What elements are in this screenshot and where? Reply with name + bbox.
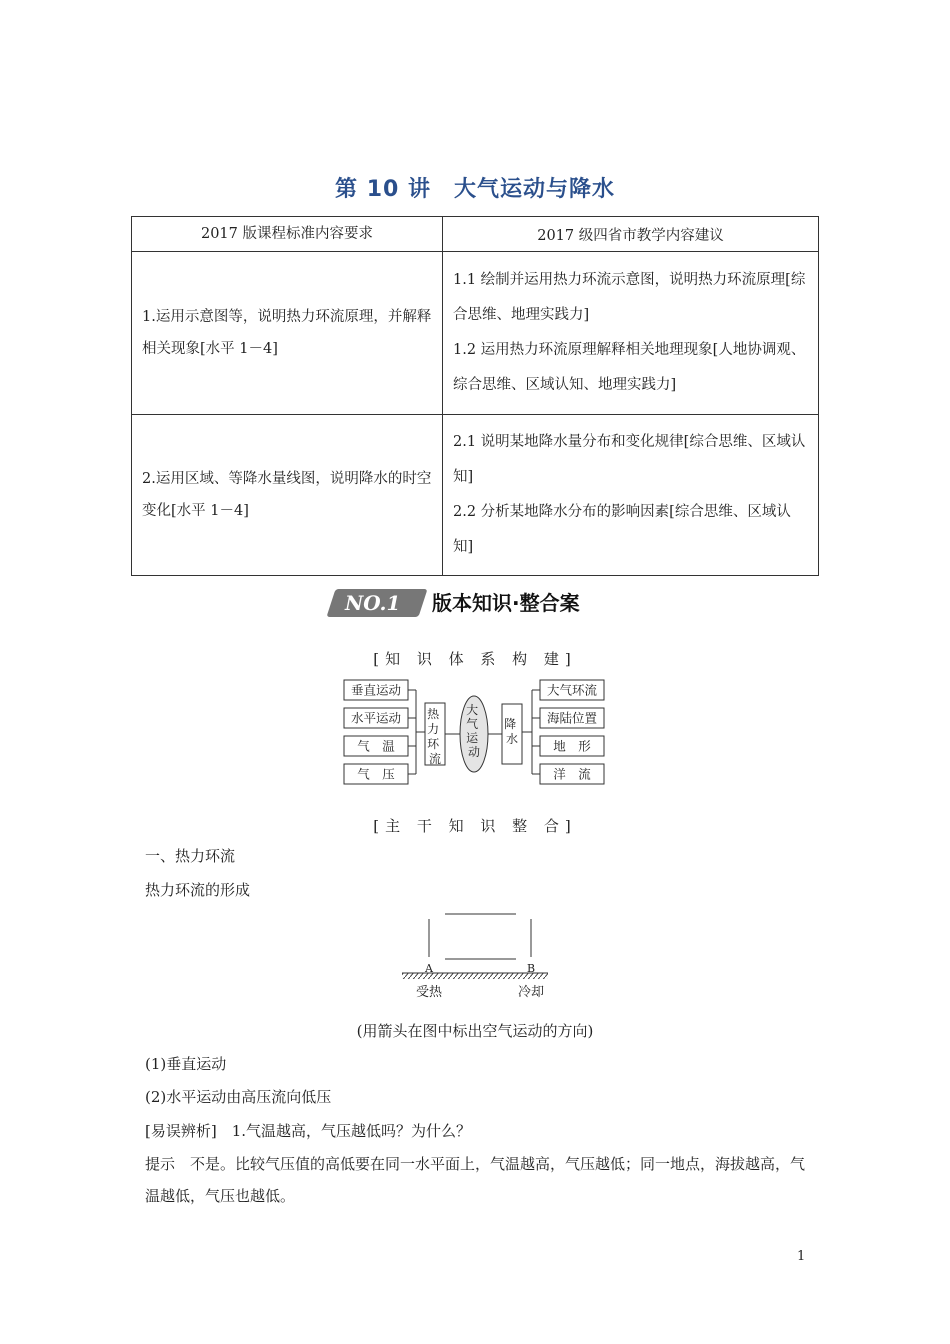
heated-label: 受热 (415, 985, 443, 1000)
suggestion-text: 2.2 分析某地降水分布的影响因素[综合思维、区域认知] (453, 504, 791, 555)
diagram-label: 洋 流 (553, 766, 591, 782)
table-cell (443, 415, 819, 576)
knowledge-diagram (330, 676, 620, 790)
connector (522, 690, 540, 774)
diagram-label: 垂直运动 (350, 682, 402, 698)
motion-char-4: 动 (467, 745, 481, 759)
suggestion-text: 1.1 绘制并运用热力环流示意图，说明热力环流原理[综合思维、地理实践力] (453, 272, 806, 323)
knowledge-system-heading: [知 识 体 系 构 建] (373, 650, 577, 668)
suggestion-text: 1.2 运用热力环流原理解释相关地理现象[人地协调观、综合思维、区域认知、地理实践力] (453, 342, 806, 393)
table-header: 2017 级四省市教学内容建议 (443, 217, 819, 252)
precip-char-1: 降 (504, 717, 517, 731)
section-badge: NO.1 (345, 591, 401, 615)
table-cell: 1.运用示意图等，说明热力环流原理，并解释相关现象[水平 1－4] (132, 252, 443, 415)
table-row (132, 252, 819, 415)
diagram-label: 气 温 (357, 738, 395, 754)
circulation-char-1: 热 (427, 707, 440, 721)
diagram-label: 水平运动 (350, 710, 402, 726)
page-number: 1 (797, 1249, 806, 1264)
motion-char-2: 气 (466, 717, 479, 731)
diagram-label: 大气环流 (546, 682, 598, 698)
section-title: 版本知识·整合案 (432, 591, 580, 615)
connector (408, 690, 425, 774)
cooled-label: 冷却 (517, 985, 545, 1000)
diagram-label: 气 压 (357, 766, 395, 782)
point-label-a: A (425, 962, 433, 975)
point-label-b: B (526, 962, 536, 975)
standards-table (131, 216, 819, 576)
item-vertical-motion: (1)垂直运动 (145, 1055, 227, 1073)
item-horizontal-motion: (2)水平运动由高压流向低压 (145, 1088, 332, 1106)
diagram-label: 海陆位置 (546, 710, 598, 726)
circulation-char-4: 流 (428, 752, 442, 766)
misconception-question: [易误辨析] 1.气温越高，气压越低吗？为什么？ (145, 1122, 472, 1140)
table-cell: 2.运用区域、等降水量线图，说明降水的时空变化[水平 1－4] (132, 415, 443, 576)
diagram-label (466, 702, 482, 759)
heading-formation: 热力环流的形成 (145, 881, 251, 899)
circulation-diagram (400, 905, 550, 1000)
answer-hint: 提示 不是。比较气压值的高低要在同一水平面上，气温越高，气压越低；同一地点，海拔越高，气温越低，气压也越低。 (145, 1155, 806, 1205)
motion-char-1: 大 (466, 703, 479, 717)
table-cell (443, 252, 819, 415)
main-knowledge-heading: [主 干 知 识 整 合] (373, 817, 577, 835)
heading-thermal-circulation: 一、热力环流 (145, 847, 236, 865)
table-row (132, 415, 819, 576)
circulation-char-3: 环 (427, 737, 440, 751)
diagram-label: 地 形 (553, 738, 591, 754)
circulation-char-2: 力 (427, 722, 440, 736)
page-title: 第 10 讲 大气运动与降水 (335, 177, 615, 202)
motion-char-3: 运 (466, 731, 479, 745)
diagram-caption: (用箭头在图中标出空气运动的方向) (356, 1022, 594, 1040)
table-header: 2017 版课程标准内容要求 (132, 217, 443, 252)
diagram-label (504, 717, 520, 746)
suggestion-text: 2.1 说明某地降水量分布和变化规律[综合思维、区域认知] (453, 434, 806, 485)
precip-char-2: 水 (505, 732, 519, 746)
